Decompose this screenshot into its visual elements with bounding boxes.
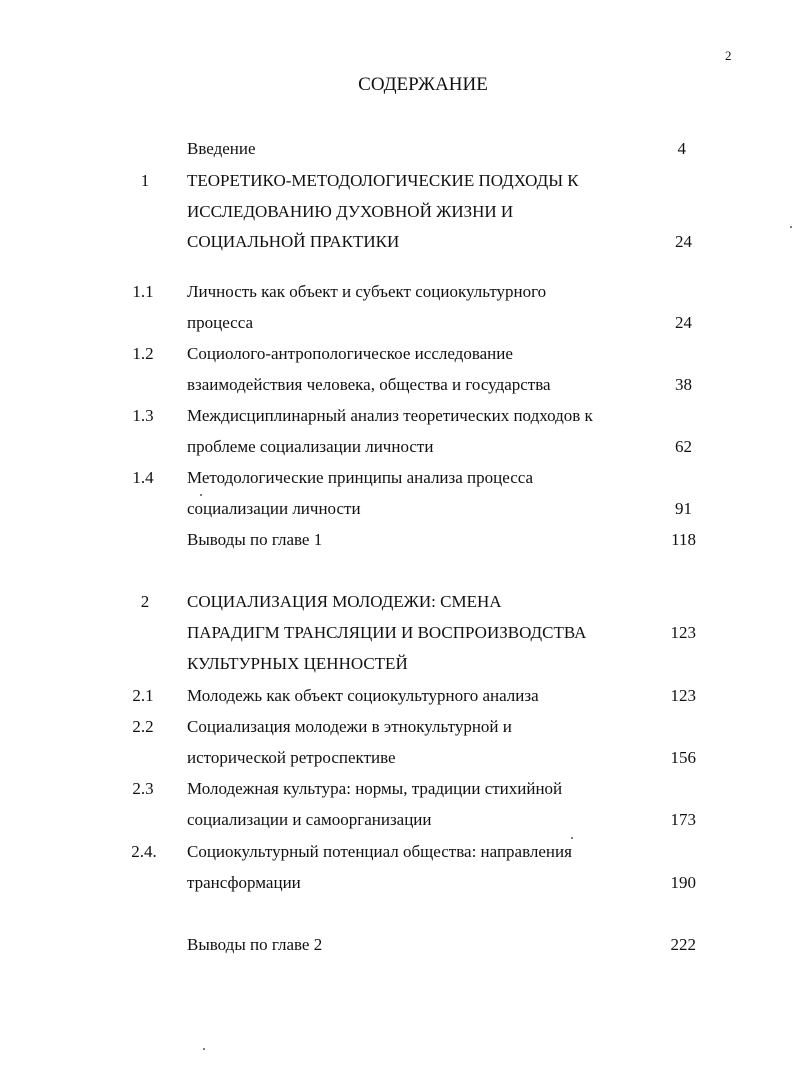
toc-s2-4-number: 2.4.: [131, 842, 157, 861]
toc-ch2-line-2: ПАРАДИГМ ТРАНСЛЯЦИИ И ВОСПРОИЗВОДСТВА: [187, 623, 587, 642]
scan-speck: [571, 837, 573, 839]
toc-concl1-page: 118: [671, 530, 696, 549]
toc-s1-4-line-2: социализации личности: [187, 499, 361, 518]
toc-concl1-text: Выводы по главе 1: [187, 530, 323, 549]
toc-ch1-line-1: ТЕОРЕТИКО-МЕТОДОЛОГИЧЕСКИЕ ПОДХОДЫ К: [187, 171, 579, 190]
page-number: 2: [725, 48, 732, 63]
toc-ch1-line-3: СОЦИАЛЬНОЙ ПРАКТИКИ: [187, 232, 400, 251]
toc-ch2-number: 2: [140, 592, 150, 611]
toc-s1-3-page: 62: [675, 437, 692, 456]
toc-s2-1-number: 2.1: [132, 686, 154, 705]
toc-s2-3-page: 173: [670, 810, 696, 829]
toc-s1-3-number: 1.3: [132, 406, 154, 425]
toc-ch1-line-2: ИССЛЕДОВАНИЮ ДУХОВНОЙ ЖИЗНИ И: [187, 202, 514, 221]
scan-speck: [203, 1048, 205, 1050]
scan-speck: [790, 226, 792, 228]
toc-s2-3-number: 2.3: [132, 779, 154, 798]
toc-s1-4-page: 91: [675, 499, 692, 518]
toc-concl2-page: 222: [670, 935, 696, 954]
toc-ch1-number: 1: [140, 171, 150, 190]
toc-s2-4-page: 190: [670, 873, 696, 892]
toc-s2-1-line-1: Молодежь как объект социокультурного анализа: [187, 686, 539, 705]
toc-s1-1-line-1: Личность как объект и субъект социокультурного: [187, 282, 547, 301]
toc-s1-3-line-2: проблеме социализации личности: [187, 437, 434, 456]
toc-s1-4-line-1: Методологические принципы анализа процесса: [187, 468, 534, 487]
toc-s2-2-number: 2.2: [132, 717, 154, 736]
toc-s2-3-line-2: социализации и самоорганизации: [187, 810, 432, 829]
toc-s2-1-page: 123: [670, 686, 696, 705]
toc-s1-2-line-1: Социолого-антропологическое исследование: [187, 344, 513, 363]
page-title: СОДЕРЖАНИЕ: [358, 74, 488, 95]
toc-concl2-text: Выводы по главе 2: [187, 935, 323, 954]
scan-speck: [200, 494, 202, 496]
toc-s1-2-line-2: взаимодействия человека, общества и государства: [187, 375, 551, 394]
toc-intro-page: 4: [677, 139, 686, 158]
toc-s1-2-number: 1.2: [132, 344, 154, 363]
toc-intro-text: Введение: [187, 139, 256, 158]
toc-ch2-line-1: СОЦИАЛИЗАЦИЯ МОЛОДЕЖИ: СМЕНА: [187, 592, 502, 611]
toc-s2-3-line-1: Молодежная культура: нормы, традиции стихийной: [187, 779, 563, 798]
toc-s1-1-page: 24: [675, 313, 692, 332]
toc-s1-4-number: 1.4: [132, 468, 154, 487]
toc-s1-1-number: 1.1: [132, 282, 154, 301]
toc-ch1-page: 24: [675, 232, 692, 251]
toc-s2-2-line-2: исторической ретроспективе: [187, 748, 396, 767]
toc-s2-4-line-2: трансформации: [187, 873, 301, 892]
toc-s2-4-line-1: Социокультурный потенциал общества: направления: [187, 842, 572, 861]
toc-s1-1-line-2: процесса: [187, 313, 254, 332]
toc-ch2-line-3: КУЛЬТУРНЫХ ЦЕННОСТЕЙ: [187, 654, 408, 673]
toc-s1-2-page: 38: [675, 375, 692, 394]
toc-s2-2-line-1: Социализация молодежи в этнокультурной и: [187, 717, 512, 736]
toc-ch2-page: 123: [670, 623, 696, 642]
toc-s1-3-line-1: Междисциплинарный анализ теоретических подходов к: [187, 406, 593, 425]
toc-s2-2-page: 156: [670, 748, 696, 767]
